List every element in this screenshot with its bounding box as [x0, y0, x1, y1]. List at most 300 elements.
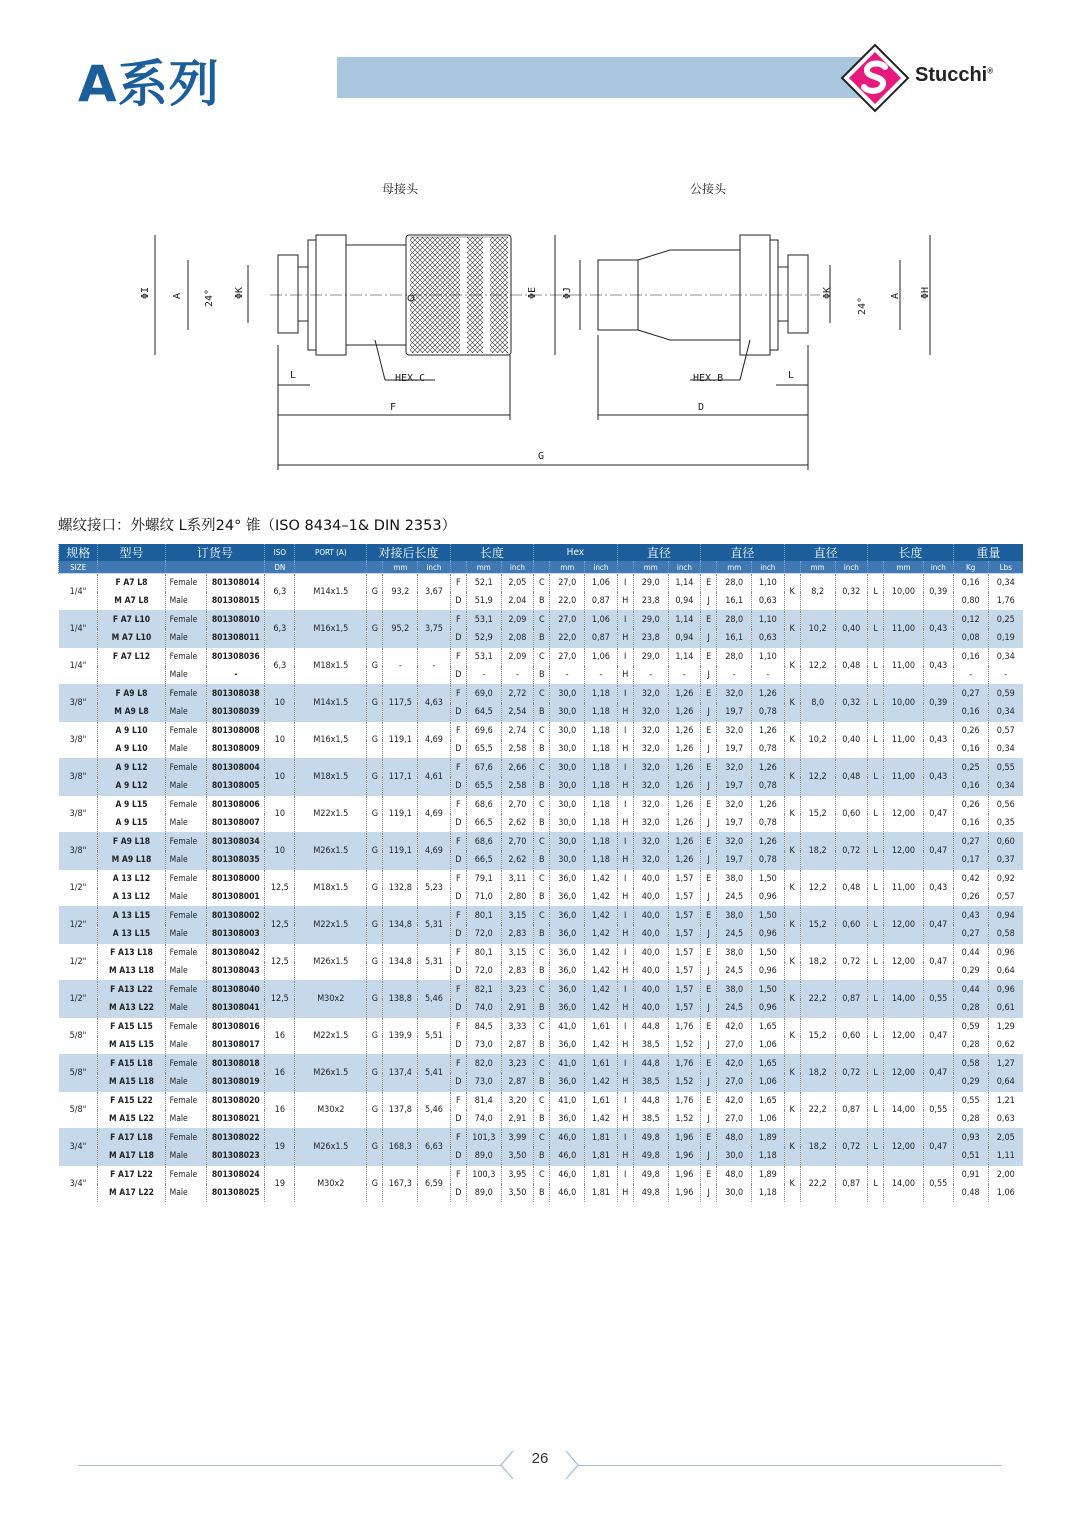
table-cell: H	[617, 777, 633, 796]
table-cell: 41,0	[550, 1092, 585, 1111]
table-cell: 1,65	[752, 1055, 784, 1074]
table-cell: M A15 L15	[98, 1036, 165, 1055]
table-cell: F A9 L8	[98, 685, 165, 704]
table-cell: 14,00	[884, 1166, 923, 1203]
table-cell: 1,81	[585, 1129, 617, 1148]
table-cell: 0,94	[988, 907, 1023, 926]
table-cell: 48,0	[717, 1129, 752, 1148]
table-cell: 12,2	[800, 870, 835, 907]
table-cell: 1/2"	[59, 870, 98, 907]
table-cell: 81,4	[466, 1092, 501, 1111]
table-row	[59, 1166, 1024, 1185]
table-cell: Male	[165, 1184, 207, 1202]
table-cell: E	[701, 796, 717, 815]
table-cell: 19,7	[717, 851, 752, 870]
table-cell: 32,0	[633, 722, 668, 741]
table-cell: 42,0	[717, 1092, 752, 1111]
table-cell: 24,5	[717, 962, 752, 981]
table-cell: B	[534, 740, 550, 759]
table-cell: 36,0	[550, 981, 585, 1000]
table-cell: 1,65	[752, 1092, 784, 1111]
table-cell: L	[868, 759, 884, 796]
table-cell: 0,55	[953, 1092, 988, 1111]
table-cell: 1,06	[585, 611, 617, 630]
table-cell: 12,2	[800, 648, 835, 685]
table-cell: 1,26	[668, 740, 700, 759]
table-cell: 1,10	[752, 574, 784, 593]
table-cell: 801308034	[207, 833, 265, 852]
table-cell: 801308016	[207, 1018, 265, 1037]
table-cell: A 9 L15	[98, 796, 165, 815]
table-cell: M A7 L8	[98, 592, 165, 611]
table-cell: A 13 L15	[98, 907, 165, 926]
table-cell: 0,25	[953, 759, 988, 778]
table-cell: M A13 L22	[98, 999, 165, 1018]
table-cell: -	[633, 666, 668, 685]
table-cell: 30,0	[550, 814, 585, 833]
table-cell: 0,16	[953, 574, 988, 593]
table-cell: 0,96	[752, 999, 784, 1018]
table-cell: 1,42	[585, 907, 617, 926]
table-cell: M22x1.5	[295, 1018, 367, 1055]
table-cell: 801308043	[207, 962, 265, 981]
table-cell: 0,78	[752, 814, 784, 833]
table-cell: F	[450, 833, 466, 852]
table-cell: 0,32	[835, 685, 867, 722]
table-cell: 2,08	[501, 629, 533, 648]
table-cell: F A7 L8	[98, 574, 165, 593]
table-cell: 117,1	[383, 759, 418, 796]
table-cell: 10,2	[800, 722, 835, 759]
table-cell: 84,5	[466, 1018, 501, 1037]
table-row	[59, 944, 1024, 963]
table-cell: 52,9	[466, 629, 501, 648]
dim-a: A	[172, 292, 183, 299]
table-cell: 0,43	[923, 870, 953, 907]
table-cell: 40,0	[633, 870, 668, 889]
table-cell: 1,61	[585, 1092, 617, 1111]
table-cell: H	[617, 999, 633, 1018]
table-cell: 1,42	[585, 870, 617, 889]
table-cell: 0,47	[923, 1129, 953, 1166]
table-cell: G	[367, 759, 383, 796]
table-cell: 1,18	[585, 814, 617, 833]
table-cell: M18x1.5	[295, 870, 367, 907]
table-cell: 0,25	[988, 611, 1023, 630]
table-cell: 27,0	[717, 1073, 752, 1092]
dim-phi-i: ΦI	[140, 286, 151, 299]
table-cell: 0,43	[923, 648, 953, 685]
table-cell: 32,0	[633, 851, 668, 870]
table-cell: 1,52	[668, 1110, 700, 1129]
table-row	[59, 1092, 1024, 1111]
table-cell: 0,34	[988, 703, 1023, 722]
table-cell: Female	[165, 1092, 207, 1111]
table-cell: 32,0	[633, 740, 668, 759]
table-cell: 134,8	[383, 907, 418, 944]
table-cell: 1,76	[668, 1055, 700, 1074]
table-cell: K	[784, 1055, 800, 1092]
table-cell: 1,42	[585, 1073, 617, 1092]
table-cell: 801308025	[207, 1184, 265, 1202]
table-cell: F	[450, 648, 466, 667]
table-cell: 38,5	[633, 1110, 668, 1129]
table-cell: 1,42	[585, 1110, 617, 1129]
table-cell: B	[534, 851, 550, 870]
table-cell: 1,26	[668, 703, 700, 722]
table-cell: 2,91	[501, 999, 533, 1018]
table-cell: E	[701, 1055, 717, 1074]
table-cell: J	[701, 666, 717, 685]
table-cell: 101,3	[466, 1129, 501, 1148]
table-cell: 1,57	[668, 944, 700, 963]
table-cell: F	[450, 574, 466, 593]
table-cell: 10,00	[884, 685, 923, 722]
table-cell: 0,40	[835, 611, 867, 648]
table-cell: 72,0	[466, 962, 501, 981]
table-cell: 5,46	[418, 981, 450, 1018]
table-cell: 1,57	[668, 888, 700, 907]
table-cell: 0,96	[752, 962, 784, 981]
table-cell: 5/8"	[59, 1018, 98, 1055]
table-cell: M18x1.5	[295, 648, 367, 685]
table-cell: 2,62	[501, 851, 533, 870]
table-cell: C	[534, 907, 550, 926]
table-cell: B	[534, 703, 550, 722]
table-cell: G	[367, 833, 383, 870]
table-cell: L	[868, 981, 884, 1018]
table-cell: 1/4"	[59, 611, 98, 648]
table-cell: 1,06	[752, 1073, 784, 1092]
table-cell: M16x1,5	[295, 722, 367, 759]
table-cell: -	[383, 648, 418, 685]
table-cell: 1,50	[752, 944, 784, 963]
table-cell: 40,0	[633, 925, 668, 944]
table-cell: 1,57	[668, 999, 700, 1018]
table-cell: 1,42	[585, 1036, 617, 1055]
table-cell: A 9 L10	[98, 722, 165, 741]
table-cell: 2,54	[501, 703, 533, 722]
table-cell: 2,05	[988, 1129, 1023, 1148]
table-cell: 22,0	[550, 592, 585, 611]
table-cell: 69,0	[466, 685, 501, 704]
table-cell: 1,26	[668, 814, 700, 833]
table-cell: 1,26	[668, 851, 700, 870]
table-cell: 1,11	[988, 1147, 1023, 1166]
table-cell: G	[367, 722, 383, 759]
table-cell: 0,63	[752, 592, 784, 611]
table-cell: 134,8	[383, 944, 418, 981]
table-cell: K	[784, 796, 800, 833]
table-cell: F	[450, 796, 466, 815]
table-cell: 1,26	[752, 833, 784, 852]
table-cell: K	[784, 944, 800, 981]
table-cell: 1,96	[668, 1166, 700, 1185]
table-cell: 11,00	[884, 722, 923, 759]
table-cell: 0,42	[953, 870, 988, 889]
table-cell: D	[450, 851, 466, 870]
table-cell: D	[450, 592, 466, 611]
table-cell: 5,23	[418, 870, 450, 907]
table-cell: Female	[165, 981, 207, 1000]
table-cell: 36,0	[550, 1036, 585, 1055]
table-cell: 0,34	[988, 648, 1023, 667]
table-cell: 1,42	[585, 981, 617, 1000]
table-cell: F	[450, 981, 466, 1000]
table-cell: M18x1.5	[295, 759, 367, 796]
table-cell: 46,0	[550, 1147, 585, 1166]
table-cell: 0,56	[988, 796, 1023, 815]
table-cell: M30x2	[295, 981, 367, 1018]
table-cell: 0,78	[752, 703, 784, 722]
table-cell: 1,42	[585, 944, 617, 963]
sub-dn: DN	[265, 561, 295, 574]
table-cell: F	[450, 759, 466, 778]
table-cell: F	[450, 1018, 466, 1037]
table-cell: 2,09	[501, 611, 533, 630]
table-cell: M A9 L18	[98, 851, 165, 870]
table-cell: 0,43	[923, 759, 953, 796]
table-cell: 0,96	[988, 944, 1023, 963]
table-cell: 3,50	[501, 1184, 533, 1202]
table-cell: 10	[265, 722, 295, 759]
table-cell: C	[534, 759, 550, 778]
table-cell: C	[534, 1166, 550, 1185]
table-cell: 1,10	[752, 648, 784, 667]
table-cell: M14x1.5	[295, 685, 367, 722]
table-cell: 0,80	[953, 592, 988, 611]
table-cell: 30,0	[550, 703, 585, 722]
table-cell: I	[617, 907, 633, 926]
table-cell: 0,44	[953, 944, 988, 963]
table-cell: 100,3	[466, 1166, 501, 1185]
table-cell: 53,1	[466, 611, 501, 630]
table-cell: 73,0	[466, 1073, 501, 1092]
table-cell: 0,93	[953, 1129, 988, 1148]
table-cell: 1,21	[988, 1092, 1023, 1111]
table-cell: 40,0	[633, 962, 668, 981]
table-cell: I	[617, 1055, 633, 1074]
table-cell: 0,55	[923, 1092, 953, 1129]
table-cell: 18,2	[800, 944, 835, 981]
table-cell: 41,0	[550, 1055, 585, 1074]
table-cell: 49,8	[633, 1184, 668, 1202]
table-cell: 2,04	[501, 592, 533, 611]
table-cell: 119,1	[383, 796, 418, 833]
table-cell: E	[701, 870, 717, 889]
table-cell: 32,0	[717, 685, 752, 704]
table-cell: 2,58	[501, 740, 533, 759]
table-cell: 38,0	[717, 944, 752, 963]
col-port: PORT (A)	[295, 544, 367, 561]
table-cell: 0,94	[668, 629, 700, 648]
table-cell: Male	[165, 814, 207, 833]
table-cell: 2,80	[501, 888, 533, 907]
table-cell: 49,8	[633, 1166, 668, 1185]
table-cell: 27,0	[717, 1036, 752, 1055]
col-hex: Hex	[534, 544, 617, 561]
table-cell: Female	[165, 907, 207, 926]
table-cell: 1,76	[668, 1092, 700, 1111]
table-cell: A 13 L15	[98, 925, 165, 944]
table-cell: 2,83	[501, 925, 533, 944]
table-header-row	[59, 544, 1024, 561]
table-cell: 10	[265, 833, 295, 870]
table-cell: 0,87	[585, 629, 617, 648]
table-cell: 12,00	[884, 1129, 923, 1166]
table-cell: E	[701, 944, 717, 963]
table-cell: 1,26	[668, 759, 700, 778]
table-cell: Female	[165, 870, 207, 889]
table-cell: 89,0	[466, 1184, 501, 1202]
table-cell: M16x1,5	[295, 611, 367, 648]
table-cell: 1,26	[668, 796, 700, 815]
table-cell: 0,96	[988, 981, 1023, 1000]
table-cell: 30,0	[717, 1147, 752, 1166]
table-cell: K	[784, 685, 800, 722]
table-cell: 16	[265, 1018, 295, 1055]
table-cell: M A15 L18	[98, 1073, 165, 1092]
table-cell: K	[784, 574, 800, 611]
col-iso: ISO	[265, 544, 295, 561]
table-cell: 1,06	[585, 648, 617, 667]
table-cell: 5,31	[418, 944, 450, 981]
table-cell: 1,57	[668, 962, 700, 981]
table-cell: 5,46	[418, 1092, 450, 1129]
table-cell: 0,72	[835, 1055, 867, 1092]
table-cell: M14x1.5	[295, 574, 367, 611]
table-cell: K	[784, 759, 800, 796]
table-cell: 0,55	[923, 981, 953, 1018]
table-cell: L	[868, 907, 884, 944]
table-cell: 1,96	[668, 1147, 700, 1166]
table-cell: Male	[165, 777, 207, 796]
table-cell: 5,41	[418, 1055, 450, 1092]
table-cell: C	[534, 1092, 550, 1111]
table-cell: 1,42	[585, 962, 617, 981]
table-cell: B	[534, 888, 550, 907]
table-cell: 1,06	[752, 1036, 784, 1055]
table-cell: H	[617, 666, 633, 685]
table-cell: F A9 L18	[98, 833, 165, 852]
table-cell: 3,99	[501, 1129, 533, 1148]
table-cell: 0,62	[988, 1036, 1023, 1055]
table-cell: 1,76	[988, 592, 1023, 611]
table-row	[59, 648, 1024, 667]
table-cell: 0,48	[835, 870, 867, 907]
table-row	[59, 870, 1024, 889]
table-cell: 0,61	[988, 999, 1023, 1018]
table-cell: 801308008	[207, 722, 265, 741]
table-cell: C	[534, 833, 550, 852]
table-cell: K	[784, 981, 800, 1018]
table-cell: 2,72	[501, 685, 533, 704]
table-cell: A 9 L12	[98, 777, 165, 796]
table-cell: 89,0	[466, 1147, 501, 1166]
table-cell: F A17 L22	[98, 1166, 165, 1185]
male-label: 公接头	[690, 182, 727, 196]
table-cell: 1,14	[668, 574, 700, 593]
table-cell: 0,96	[752, 888, 784, 907]
table-cell: 38,0	[717, 907, 752, 926]
table-cell: 139,9	[383, 1018, 418, 1055]
table-cell: A 9 L10	[98, 740, 165, 759]
table-cell: 2,87	[501, 1036, 533, 1055]
table-cell: K	[784, 907, 800, 944]
table-cell: 1,76	[668, 1018, 700, 1037]
table-cell: 801308022	[207, 1129, 265, 1148]
table-cell: 16	[265, 1055, 295, 1092]
table-cell: 1,27	[988, 1055, 1023, 1074]
table-cell: 0,29	[953, 1073, 988, 1092]
table-cell: E	[701, 1018, 717, 1037]
table-cell: 3,23	[501, 981, 533, 1000]
table-cell: 0,92	[988, 870, 1023, 889]
table-cell: 1,18	[585, 851, 617, 870]
table-cell: I	[617, 1166, 633, 1185]
table-cell: 117,5	[383, 685, 418, 722]
table-cell: 2,83	[501, 962, 533, 981]
table-cell: 0,64	[988, 1073, 1023, 1092]
table-cell: 2,05	[501, 574, 533, 593]
table-cell: 12,2	[800, 759, 835, 796]
table-cell: F	[450, 1129, 466, 1148]
table-cell: F A17 L18	[98, 1129, 165, 1148]
table-cell	[98, 666, 165, 685]
table-cell: 1,18	[585, 833, 617, 852]
table-cell: 27,0	[717, 1110, 752, 1129]
table-cell: 12,5	[265, 907, 295, 944]
table-cell: G	[367, 1092, 383, 1129]
table-cell: L	[868, 833, 884, 870]
table-cell: 0,32	[835, 574, 867, 611]
table-cell: K	[784, 833, 800, 870]
table-cell: 18,2	[800, 1129, 835, 1166]
table-cell: -	[207, 666, 265, 685]
table-cell: E	[701, 1166, 717, 1185]
table-cell: E	[701, 981, 717, 1000]
page-number: 26	[531, 1450, 549, 1467]
table-cell: 16,1	[717, 592, 752, 611]
table-cell: E	[701, 1092, 717, 1111]
table-cell: 32,0	[633, 703, 668, 722]
table-cell: 80,1	[466, 944, 501, 963]
table-cell: Male	[165, 592, 207, 611]
table-cell: 801308003	[207, 925, 265, 944]
table-cell: 93,2	[383, 574, 418, 611]
table-cell: 40,0	[633, 907, 668, 926]
table-cell: 74,0	[466, 999, 501, 1018]
table-cell: 12,00	[884, 1018, 923, 1055]
table-cell: 137,8	[383, 1092, 418, 1129]
table-cell: 36,0	[550, 888, 585, 907]
table-cell: 0,16	[953, 740, 988, 759]
table-cell: 0,08	[953, 629, 988, 648]
dim-phi-h: ΦH	[920, 286, 931, 299]
table-cell: 4,69	[418, 796, 450, 833]
table-cell: -	[717, 666, 752, 685]
table-cell: M26x1.5	[295, 833, 367, 870]
table-cell: 1,26	[752, 685, 784, 704]
table-cell: Male	[165, 1110, 207, 1129]
table-cell: 19,7	[717, 703, 752, 722]
table-cell: 4,61	[418, 759, 450, 796]
table-cell: J	[701, 1147, 717, 1166]
table-cell: 30,0	[550, 833, 585, 852]
table-cell: 3,20	[501, 1092, 533, 1111]
table-cell: L	[868, 1092, 884, 1129]
table-cell: 29,0	[633, 611, 668, 630]
